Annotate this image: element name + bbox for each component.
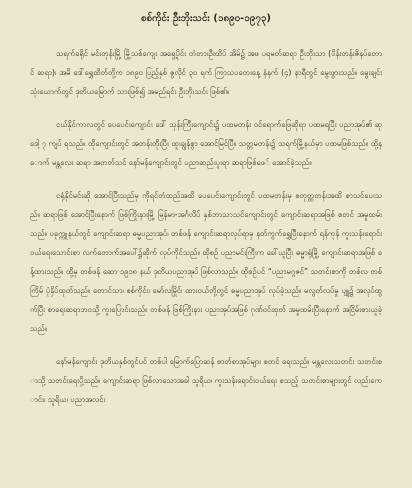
paragraph-text: နော်မန်ကျောင်း ဒုတိယနှစ်တွင်ပင် တစ်ပါ မြောက်ပြောဆန် စာတ်စာအုပ်များ စတင် ရေးသည်။ မန္တလေးသတင်း သတင်းစာသို့ သတင်းရေးပို့သည်။ ကျောင်းဆရာ ဖြစ်လာသောအခါ သူရိယ၊ ကူးသန်းရောင်းဝယ်ရေး စသည့် သတင်းစာများတွင် လည်းကောင်း၊ သူရိယ၊ ပညာအလင်း — [30, 357, 382, 404]
page-title: စစ်ကိုင်း ဦးဘိုးသင်း (၁၈၉၀-၁၉၇၃) — [140, 13, 272, 24]
paragraph-text: ငယ်နိုင်ကာလတွင် ပေပေင်းကျောင်း ဒေါ် သုန်းကြီးကျောင်း၌ ပထမတန်း ဝင်ရောက်ဖြေဆိုရာ ပထမရပြီး ပညာအုပ်၏ ဆုဒေါ့ ၇ ကျပ် ရသည်။ ထိုကျောင်းတွင် အတန်းတိုးပြီး ထူးချွန်စွာ အောင်မြင်ပြီ။ သတ္တမတန်း၌ သရက်မြို့နယ်မှာ ပထမဖြစ်သည်။ ထို့နောက် မန္တလေး ဆရာ အတတ်သင် နော်မန်ကျောင်းတွင် ပညာဆည်းပူးရာ ဆရာဖြစ်ဖေ် အောင်ခဲ့သည်။ — [30, 120, 382, 167]
paragraph-4 — [30, 352, 382, 409]
paragraph-text: ငရုံနိုင်မင်းဆို အောင်ပြီးသည်မှ ကိုရင်တံထည်အထိ ပေပေင်းကျောင်းတွင် ပထမတန်းမှ စတုတ္ထတန်းအထိ စာသင်ပေးသည်။ ဆရာဖြစ် အောင်ပြီးနောက် ဖြစ်ကြိုးနားမြို့ မြန်မာ-အင်္ဂလိပ် နှစ်ဘာသာသင်ကျောင်းတွင် ကျောင်းဆရာအဖြစ် စတင် အမှုထမ်းသည်။ ပခုက္ကူနယ်တွင် ကျောင်းဆရာ ဓမ္မပညာအုပ်၊ တစ်ဖန် ကျောင်းဆရာလုပ်ရာမှ နတ်ကွက်ရွှေပြီးနောက် ရန်ကုန် ကူးသန်းရောင်းဝယ်ရေးသောင်းစာ လက်တောက်အပေါ်၌ဆိုက် လုပ်ကိုင်သည်။ ထိုစဉ် ပညာမင်းကြီးက ခေါ်ယူပြီး ဓမ္မာရုံမြို့ ကျောင်းဆရာအဖြစ် ခန့်ထားသည်။ ထို့မှ တစ်ဖန် ဆော ၁၉၁၈ နယ် ဒုတိယပညာအုပ် ဖြစ်လာသည်။ ထိုစဉ်ပင် “ပညာမဂ္ဂဇင်” သတင်းစာကို တစ်လ တစ်ကြိမ် ပုံနှိပ်ထုတ်သည်။ တောင်သာ၊ စစ်ကိုင်း၊ မော်လမြိုင်၊ ထားဝယ်တို့တွင် ဓမ္မပညာအုပ် လုပ်ခဲ့သည်။ မလွတ်လပ်မှု ပျူ၌ အလုပ်ထွက်ပြီး စာရေးဆရာဘဝသို့ ကူးပြောင်းသည်။ တစ်ဖန် ဖြစ်ကြိုးနား ပညာအုပ်အဖြစ် ဂုဏ်ဝင်ထုတ် အမှုထမ်းပြီးနောက် အငြိမ်းစားယူခဲ့သည်။ — [30, 191, 382, 333]
paragraph-2 — [30, 115, 382, 172]
paragraph-3 — [30, 186, 382, 338]
paragraph-text: သရက်ခရိုင် မင်းတုန်းမြို့ မြို့သစ်ကျေး အရှေ့ပိုင်း တံတားဦးထိပ် အိမ်၌ အဖ ပရမတ်ဆရာ ဦးဘိုးသာ (ပိန်းတန်းဇိနပ်တောင် ဆရာ)၊ အမိ ဒေါ်ရွှေထိတ်တို့က ၁၈၉၀ ပြည့်နှစ် ဇွလိုင် ၃၀ ရက် ကြာသပတေးနေ့ နံနက် (၄) နာရီတွင် မွေးဖွားသည်။ မွေးချင်း သုံးယောက်တွင် ဒုတိယမြောက် သားဖြစ်၍ အမည်ရင်း ဦးဘိုးသင်း ဖြစ်၏။ — [30, 49, 382, 96]
paragraph-1 — [30, 44, 382, 101]
